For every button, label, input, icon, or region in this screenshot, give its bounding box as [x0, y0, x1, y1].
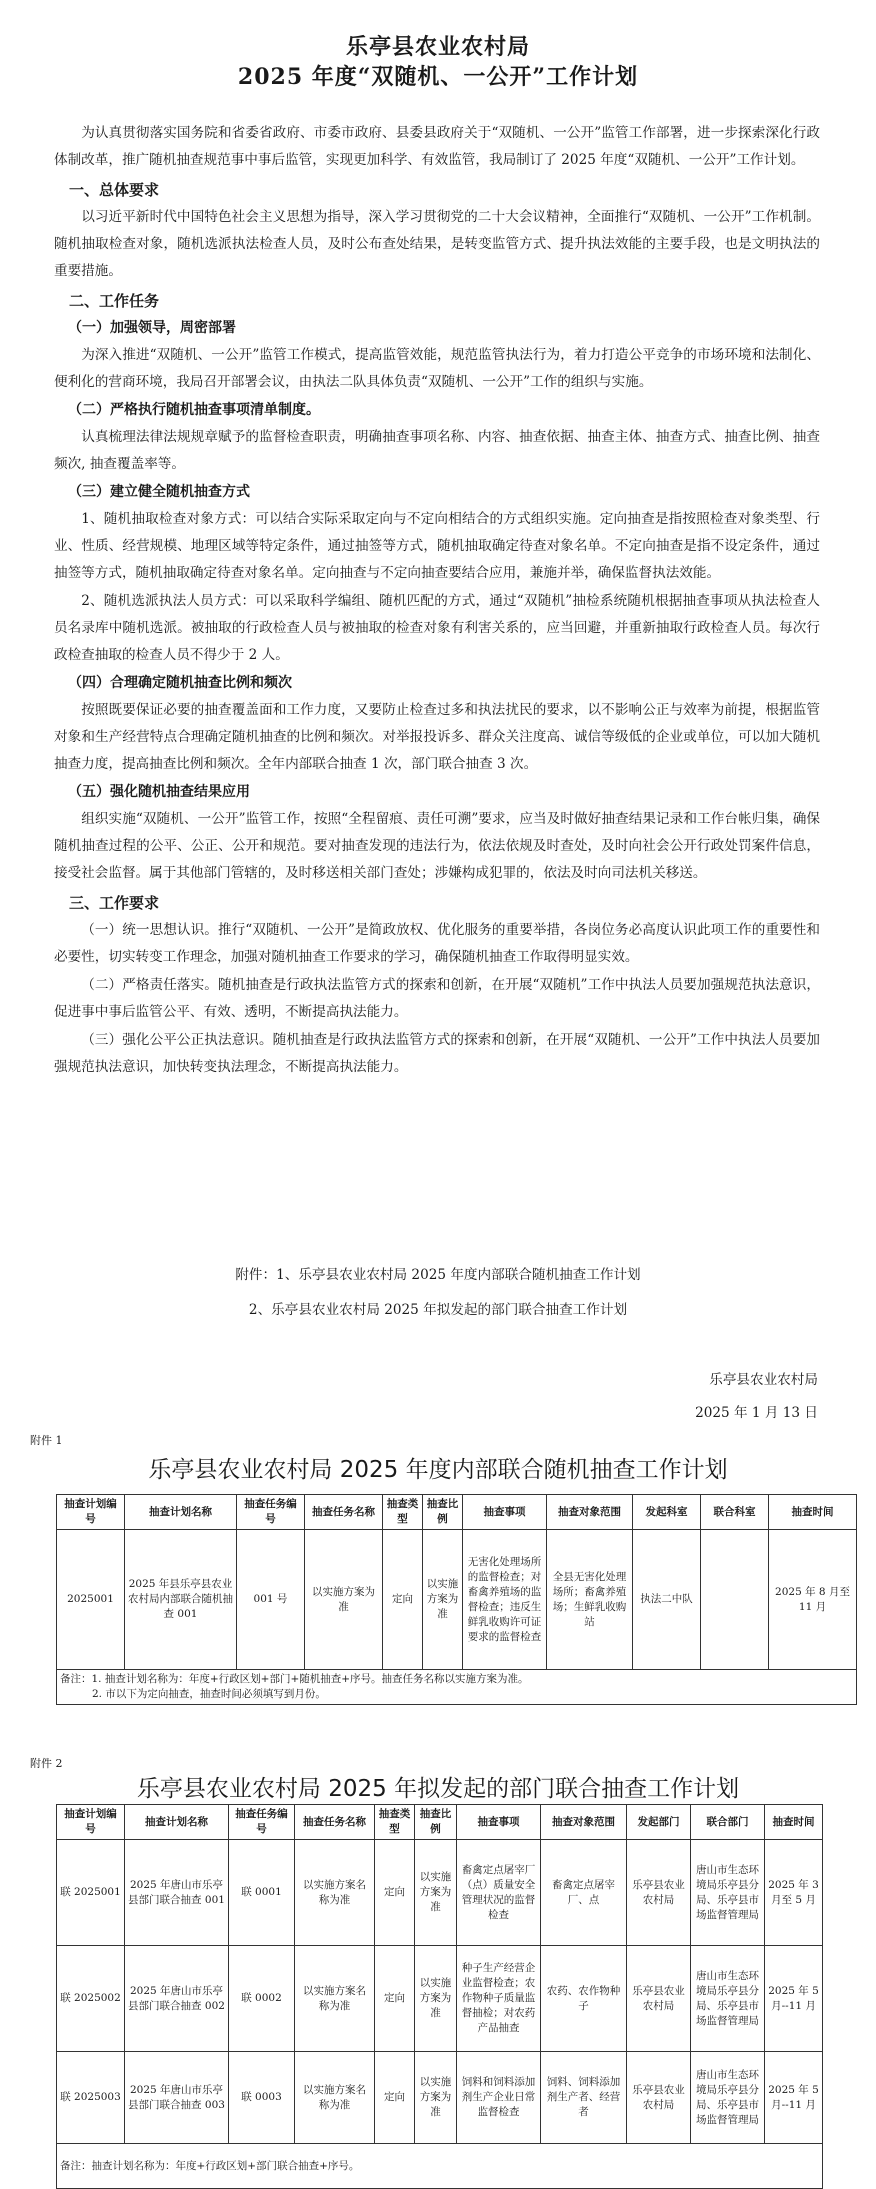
table-cell: 执法二中队 — [633, 1530, 701, 1670]
table-cell: 唐山市生态环境局乐亭县分局、乐亭县市场监督管理局 — [691, 2052, 765, 2144]
table-cell: 联 2025002 — [57, 1946, 125, 2052]
table-cell: 唐山市生态环境局乐亭县分局、乐亭县市场监督管理局 — [691, 1946, 765, 2052]
table-cell: 2025 年 3 月至 5 月 — [765, 1840, 823, 1946]
table-cell: 2025001 — [57, 1530, 125, 1670]
document-subtitle: 2025 年度“双随机、一公开”工作计划 — [237, 64, 639, 90]
table-cell: 定向 — [375, 2052, 415, 2144]
table-header-cell: 抽查事项 — [463, 1495, 547, 1530]
table-cell — [701, 1530, 769, 1670]
appendix1-label: 附件 1 — [30, 1434, 63, 1447]
table-cell: 以实施方案名称为准 — [295, 1840, 375, 1946]
table-header-cell: 抽查事项 — [457, 1805, 541, 1840]
subsection-heading: （二）严格执行随机抽查事项清单制度。 — [68, 402, 320, 418]
table-header-cell: 抽查任务编号 — [237, 1495, 305, 1530]
section-paragraph: 2、随机选派执法人员方式：可以采取科学编组、随机匹配的方式，通过“双随机”抽检系统随机根据抽查事项从执法检查人员名录库中随机选派。被抽取的行政检查人员与被抽取的检查对象有利害关系的，应当回避，并重新抽取行政检查人员。每次行政检查抽取的检查人员不得少于 2 人。 — [54, 593, 820, 663]
table-cell: 种子生产经营企业监督检查；农作物种子质量监督抽检；对农药产品抽查 — [457, 1946, 541, 2052]
table-row — [57, 1946, 823, 2052]
table-cell: 联 2025003 — [57, 2052, 125, 2144]
table-header-cell: 抽查计划编号 — [57, 1495, 125, 1530]
table-cell: 定向 — [375, 1840, 415, 1946]
intro-paragraph: 为认真贯彻落实国务院和省委省政府、市委市政府、县委县政府关于“双随机、一公开”监管工作部署，进一步探索深化行政体制改革，推广随机抽查规范事中事后监管，实现更加科学、有效监管，我局制订了 2025 年度“双随机、一公开”工作计划。 — [54, 125, 820, 168]
table-header-cell: 抽查任务编号 — [229, 1805, 295, 1840]
table-cell: 以实施方案名称为准 — [295, 1946, 375, 2052]
table-header-cell: 抽查比例 — [423, 1495, 463, 1530]
section-heading-requirements: 一、总体要求 — [69, 181, 160, 199]
table-cell: 全县无害化处理场所；畜禽养殖场；生鲜乳收购站 — [547, 1530, 633, 1670]
table-cell: 联 0002 — [229, 1946, 295, 2052]
table-cell: 定向 — [375, 1946, 415, 2052]
table-note-row — [57, 2144, 823, 2189]
section-heading-work-requirements: 三、工作要求 — [69, 894, 160, 912]
table-cell: 畜禽定点屠宰厂、点 — [541, 1840, 627, 1946]
table-header-row — [57, 1805, 823, 1840]
table-row — [57, 1530, 857, 1670]
table-cell: 以实施方案为准 — [305, 1530, 383, 1670]
section-paragraph: 认真梳理法律法规规章赋予的监督检查职责，明确抽查事项名称、内容、抽查依据、抽查主体、抽查方式、抽查比例、抽查频次, 抽查覆盖率等。 — [54, 429, 820, 472]
table-header-cell: 抽查时间 — [769, 1495, 857, 1530]
table-header-cell: 发起科室 — [633, 1495, 701, 1530]
attachment-line-1: 附件：1、乐亭县农业农村局 2025 年度内部联合随机抽查工作计划 — [235, 1267, 641, 1283]
signature-date: 2025 年 1 月 13 日 — [695, 1405, 818, 1421]
document-body — [54, 120, 820, 1082]
table-cell: 2025 年唐山市乐亭县部门联合抽查 003 — [125, 2052, 229, 2144]
subsection-heading: （一）加强领导，周密部署 — [68, 320, 236, 336]
appendix2-label: 附件 2 — [30, 1757, 63, 1770]
table-header-cell: 抽查任务名称 — [305, 1495, 383, 1530]
table-note-row — [57, 1670, 857, 1705]
table-note: 备注：抽查计划名称为：年度+行政区划+部门联合抽查+序号。 — [57, 2144, 823, 2189]
table-header-cell: 抽查类型 — [383, 1495, 423, 1530]
table-row — [57, 1840, 823, 1946]
table-header-cell: 联合部门 — [691, 1805, 765, 1840]
appendix2-table — [56, 1804, 823, 2189]
section-paragraph: （一）统一思想认识。推行“双随机、一公开”是简政放权、优化服务的重要举措，各岗位务必高度认识此项工作的重要性和必要性，切实转变工作理念，加强对随机抽查工作要求的学习，确保随机抽查工作取得明显实效。 — [54, 922, 820, 965]
section-paragraph: 以习近平新时代中国特色社会主义思想为指导，深入学习贯彻党的二十大会议精神，全面推行“双随机、一公开”工作机制。随机抽取检查对象，随机选派执法检查人员，及时公布查处结果，是转变监管方式、提升执法效能的主要手段，也是文明执法的重要措施。 — [54, 209, 820, 279]
table-cell: 2025 年 5 月--11 月 — [765, 2052, 823, 2144]
table-row — [57, 2052, 823, 2144]
section-paragraph: 1、随机抽取检查对象方式：可以结合实际采取定向与不定向相结合的方式组织实施。定向抽查是指按照检查对象类型、行业、性质、经营规模、地理区域等特定条件，通过抽签等方式，随机抽取确定待查对象名单。不定向抽查是指不设定条件，通过抽签等方式，随机抽取确定待查对象名单。定向抽查与不定向抽查要结合应用，兼施并举，确保监督执法效能。 — [54, 511, 820, 581]
table-cell: 无害化处理场所的监督检查；对畜禽养殖场的监督检查；违反生鲜乳收购许可证要求的监督检查 — [463, 1530, 547, 1670]
table-header-cell: 抽查类型 — [375, 1805, 415, 1840]
note-line: 2. 市以下为定向抽查，抽查时间必须填写到月份。 — [92, 1688, 326, 1700]
table-header-row — [57, 1495, 857, 1530]
section-heading-tasks: 二、工作任务 — [69, 292, 160, 310]
subsection-heading: （五）强化随机抽查结果应用 — [68, 784, 250, 800]
section-paragraph: 按照既要保证必要的抽查覆盖面和工作力度，又要防止检查过多和执法扰民的要求，以不影响公正与效率为前提，根据监管对象和生产经营特点合理确定随机抽查的比例和频次。对举报投诉多、群众关注度高、诚信等级低的企业或单位，可以加大随机抽查力度，提高抽查比例和频次。全年内部联合抽查 1 次，部门联合抽查 3 次。 — [54, 702, 820, 772]
section-paragraph: 为深入推进“双随机、一公开”监管工作模式，提高监管效能，规范监管执法行为，着力打造公平竞争的市场环境和法制化、便利化的营商环境，我局召开部署会议，由执法二队具体负责“双随机、一公开”工作的组织与实施。 — [54, 347, 820, 390]
table-cell: 001 号 — [237, 1530, 305, 1670]
table-cell: 农药、农作物种子 — [541, 1946, 627, 2052]
table-cell: 以实施方案为准 — [423, 1530, 463, 1670]
table-header-cell: 发起部门 — [627, 1805, 691, 1840]
section-paragraph: （二）严格责任落实。随机抽查是行政执法监管方式的探索和创新，在开展“双随机”工作中执法人员要加强规范执法意识，促进事中事后监管公平、有效、透明，不断提高执法能力。 — [54, 977, 820, 1020]
table-cell: 联 2025001 — [57, 1840, 125, 1946]
table-header-cell: 抽查对象范围 — [541, 1805, 627, 1840]
table-cell: 乐亭县农业农村局 — [627, 2052, 691, 2144]
table-header-cell: 抽查任务名称 — [295, 1805, 375, 1840]
attachment-line-2: 2、乐亭县农业农村局 2025 年拟发起的部门联合抽查工作计划 — [248, 1302, 628, 1318]
signature-org: 乐亭县农业农村局 — [709, 1372, 818, 1388]
table-cell: 定向 — [383, 1530, 423, 1670]
table-cell: 2025 年 8 月至 11 月 — [769, 1530, 857, 1670]
table-cell: 以实施方案为准 — [415, 1946, 457, 2052]
table-cell: 饲料和饲料添加剂生产企业日常监督检查 — [457, 2052, 541, 2144]
subsection-heading: （四）合理确定随机抽查比例和频次 — [68, 675, 292, 691]
table-cell: 唐山市生态环境局乐亭县分局、乐亭县市场监督管理局 — [691, 1840, 765, 1946]
table-note — [57, 1670, 857, 1705]
table-cell: 2025 年唐山市乐亭县部门联合抽查 002 — [125, 1946, 229, 2052]
table-header-cell: 抽查对象范围 — [547, 1495, 633, 1530]
table-cell: 2025 年 5 月--11 月 — [765, 1946, 823, 2052]
appendix1-table — [56, 1494, 857, 1705]
table-cell: 乐亭县农业农村局 — [627, 1840, 691, 1946]
table-header-cell: 抽查计划名称 — [125, 1805, 229, 1840]
table-cell: 畜禽定点屠宰厂（点）质量安全管理状况的监督检查 — [457, 1840, 541, 1946]
note-label: 备注： — [60, 1673, 92, 1685]
table-header-cell: 抽查比例 — [415, 1805, 457, 1840]
table-cell: 饲料、饲料添加剂生产者、经营者 — [541, 2052, 627, 2144]
section-paragraph: （三）强化公平公正执法意识。随机抽查是行政执法监管方式的探索和创新，在开展“双随机、一公开”工作中执法人员要加强规范执法意识，加快转变执法理念，不断提高执法能力。 — [54, 1032, 820, 1075]
table-cell: 联 0003 — [229, 2052, 295, 2144]
appendix2-title: 乐亭县农业农村局 2025 年拟发起的部门联合抽查工作计划 — [136, 1776, 740, 1802]
table-header-cell: 联合科室 — [701, 1495, 769, 1530]
subsection-heading: （三）建立健全随机抽查方式 — [68, 484, 250, 500]
table-cell: 乐亭县农业农村局 — [627, 1946, 691, 2052]
table-header-cell: 抽查时间 — [765, 1805, 823, 1840]
table-cell: 以实施方案为准 — [415, 2052, 457, 2144]
table-header-cell: 抽查计划编号 — [57, 1805, 125, 1840]
appendix1-title: 乐亭县农业农村局 2025 年度内部联合随机抽查工作计划 — [148, 1457, 728, 1483]
table-cell: 2025 年县乐亭县农业农村局内部联合随机抽查 001 — [125, 1530, 237, 1670]
table-cell: 2025 年唐山市乐亭县部门联合抽查 001 — [125, 1840, 229, 1946]
table-cell: 以实施方案名称为准 — [295, 2052, 375, 2144]
table-header-cell: 抽查计划名称 — [125, 1495, 237, 1530]
table-cell: 以实施方案为准 — [415, 1840, 457, 1946]
document-title: 乐亭县农业农村局 — [345, 34, 530, 60]
section-paragraph: 组织实施“双随机、一公开”监管工作，按照“全程留痕、责任可溯”要求，应当及时做好抽查结果记录和工作台帐归集，确保随机抽查过程的公平、公正、公开和规范。要对抽查发现的违法行为，依法依规及时查处，及时向社会公开行政处罚案件信息，接受社会监督。属于其他部门管辖的，及时移送相关部门查处；涉嫌构成犯罪的，依法及时向司法机关移送。 — [54, 811, 820, 881]
table-cell: 联 0001 — [229, 1840, 295, 1946]
note-line: 1. 抽查计划名称为：年度+行政区划+部门+随机抽查+序号。抽查任务名称以实施方案为准。 — [91, 1673, 529, 1685]
